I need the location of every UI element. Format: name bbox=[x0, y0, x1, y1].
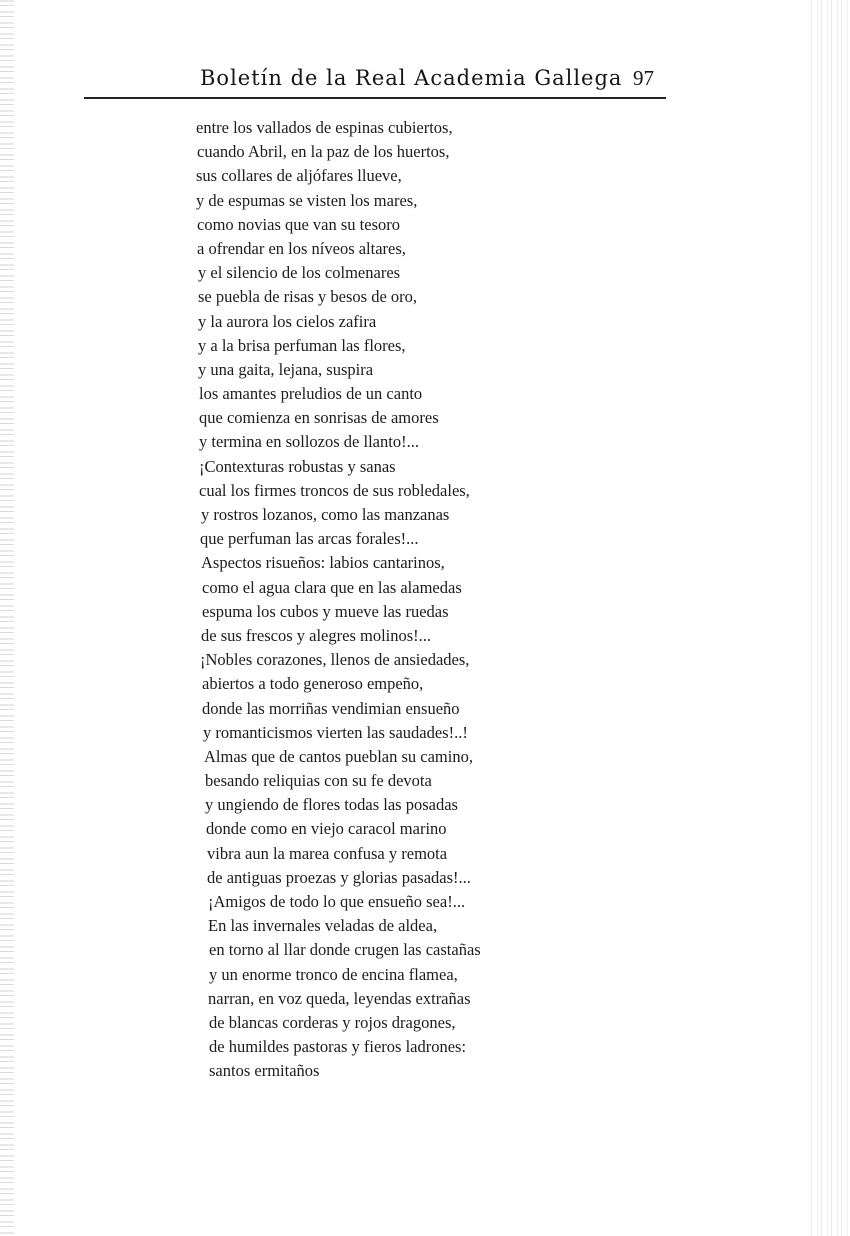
poem-line: y termina en sollozos de llanto!... bbox=[199, 432, 419, 452]
poem-text bbox=[196, 116, 576, 1084]
poem-line: cual los firmes troncos de sus robledales, bbox=[199, 480, 470, 500]
poem-line: abiertos a todo generoso empeño, bbox=[202, 674, 424, 694]
running-header bbox=[84, 62, 666, 98]
poem-line: y ungiendo de flores todas las posadas bbox=[205, 795, 458, 815]
poem-line: ¡Amigos de todo lo que ensueño sea!... bbox=[208, 892, 466, 911]
poem-line: Almas que de cantos pueblan su camino, bbox=[204, 746, 473, 766]
poem-line: donde las morriñas vendimian ensueño bbox=[202, 698, 460, 718]
poem-line: sus collares de aljófares llueve, bbox=[196, 166, 402, 186]
poem-line: En las invernales veladas de aldea, bbox=[208, 916, 438, 936]
poem-line: en torno al llar donde crugen las castañas bbox=[209, 940, 481, 960]
poem-line: santos ermitaños bbox=[209, 1061, 320, 1081]
poem-line: narran, en voz queda, leyendas extrañas bbox=[208, 988, 471, 1008]
poem-line: a ofrendar en los níveos altares, bbox=[197, 238, 406, 258]
poem-line: ¡Contexturas robustas y sanas bbox=[199, 456, 396, 476]
poem-line: que comienza en sonrisas de amores bbox=[199, 408, 439, 428]
poem-line: y el silencio de los colmenares bbox=[198, 263, 401, 283]
poem-line: de blancas corderas y rojos dragones, bbox=[209, 1012, 456, 1032]
page-number: 97 bbox=[633, 66, 654, 90]
poem-line: donde como en viejo caracol marino bbox=[206, 819, 447, 839]
binding-edge bbox=[0, 0, 14, 1236]
poem-line: entre los vallados de espinas cubiertos, bbox=[196, 118, 453, 137]
journal-title: Boletín de la Real Academia Gallega bbox=[200, 66, 623, 90]
poem-line: besando reliquias con su fe devota bbox=[205, 771, 432, 791]
poem-line: cuando Abril, en la paz de los huertos, bbox=[197, 142, 450, 162]
poem-line: y un enorme tronco de encina flamea, bbox=[209, 964, 458, 984]
poem-line: de sus frescos y alegres molinos!... bbox=[201, 625, 432, 645]
poem-line: de humildes pastoras y fieros ladrones: bbox=[209, 1037, 467, 1057]
poem-line: y una gaita, lejana, suspira bbox=[198, 359, 374, 379]
poem-line: vibra aun la marea confusa y remota bbox=[207, 843, 448, 863]
poem-line: como el agua clara que en las alamedas bbox=[202, 577, 462, 597]
poem-line: ¡Nobles corazones, llenos de ansiedades, bbox=[200, 650, 470, 670]
poem-line: y rostros lozanos, como las manzanas bbox=[201, 505, 450, 524]
poem-line: se puebla de risas y besos de oro, bbox=[198, 287, 418, 307]
poem-line: y la aurora los cielos zafira bbox=[198, 311, 377, 331]
poem-line: Aspectos risueños: labios cantarinos, bbox=[201, 553, 445, 573]
poem-line: como novias que van su tesoro bbox=[197, 214, 401, 234]
header-rule bbox=[84, 97, 666, 99]
poem-line: que perfuman las arcas forales!... bbox=[200, 529, 419, 549]
poem-line: de antiguas proezas y glorias pasadas!... bbox=[207, 867, 471, 887]
poem-line: espuma los cubos y mueve las ruedas bbox=[202, 601, 449, 621]
poem-line: y de espumas se visten los mares, bbox=[196, 190, 418, 210]
page-edge-noise bbox=[808, 0, 850, 1236]
poem-line: los amantes preludios de un canto bbox=[199, 384, 423, 404]
poem-line: y romanticismos vierten las saudades!..! bbox=[203, 722, 468, 742]
poem-line: y a la brisa perfuman las flores, bbox=[198, 335, 406, 355]
